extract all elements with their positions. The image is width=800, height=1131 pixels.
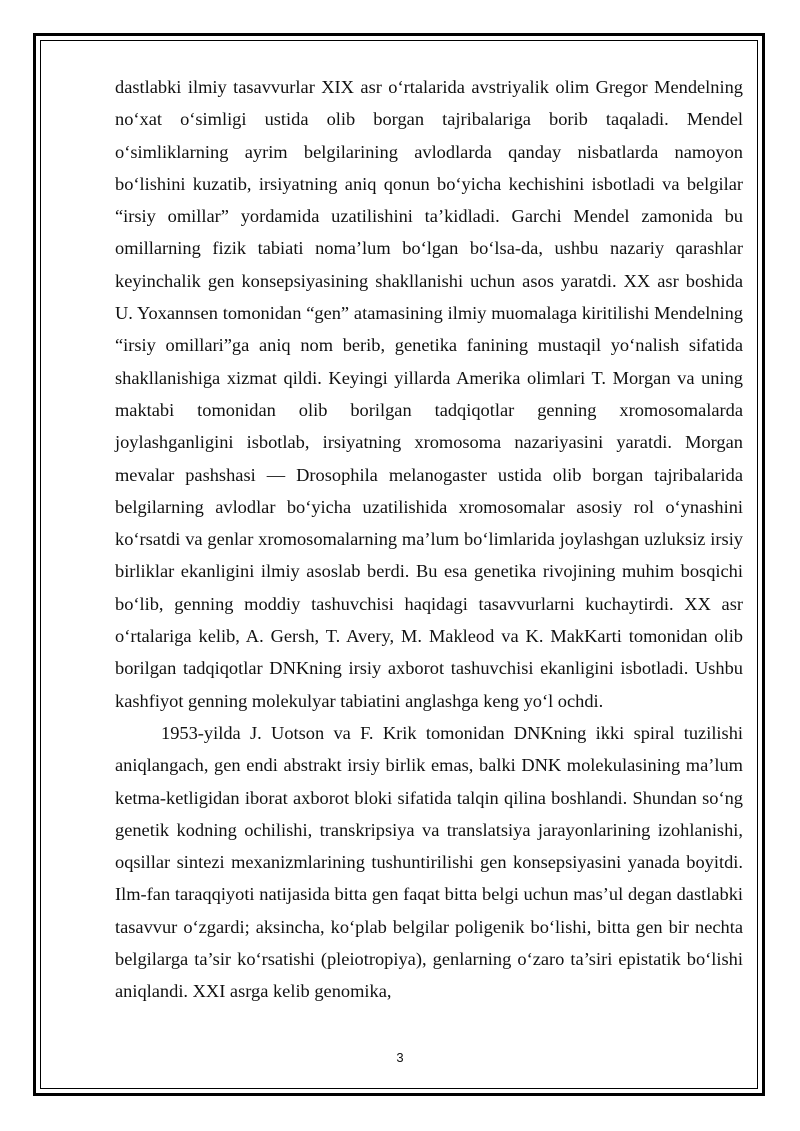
paragraph-2: 1953-yilda J. Uotson va F. Krik tomonidan DNKning ikki spiral tuzilishi aniqlangach, gen endi abstrakt irsiy birlik emas, balki DNK molekulasining ma’lum ketma-ketligidan iborat axborot bloki sifatida talqin qilina boshlandi. Shundan so‘ng genetik kodning ochilishi, transkripsiya va translatsiya jarayonlarining izohlanishi, oqsillar sintezi mexanizmlarining tushuntirilishi gen konsepsiyasini yanada boyitdi. Ilm-fan taraqqiyoti natijasida bitta gen faqat bitta belgi uchun mas’ul degan dastlabki tasavvur o‘zgardi; aksincha, ko‘plab belgilar poligenik bo‘lishi, bitta gen bir nechta belgilarga ta’sir ko‘rsatishi (pleiotropiya), genlarning o‘zaro ta’siri epistatik bo‘lishi aniqlandi. XXI asrga kelib genomika, [115, 722, 743, 1002]
paragraph-1: dastlabki ilmiy tasavvurlar XIX asr o‘rtalarida avstriyalik olim Gregor Mendelning no‘xat o‘simligi ustida olib borgan tajribalariga borib taqaladi. Mendel o‘simliklarning ayrim belgilarining avlodlarda qanday nisbatlarda namoyon bo‘lishini kuzatib, irsiyatning aniq qonun bo‘yicha kechishini isbotladi va belgilar “irsiy omillar” yordamida uzatilishini ta’kidladi. Garchi Mendel zamonida bu omillarning fizik tabiati noma’lum bo‘lgan bo‘lsa-da, ushbu nazariy qarashlar keyinchalik gen konsepsiyasining shakllanishi uchun asos yaratdi. XX asr boshida U. Yoxannsen tomonidan “gen” atamasining ilmiy muomalaga kiritilishi Mendelning “irsiy omillari”ga aniq nom berib, genetika fanining mustaqil yo‘nalish sifatida shakllanishiga xizmat qildi. Keyingi yillarda Amerika olimlari T. Morgan va uning maktabi tomonidan olib borilgan tadqiqotlar genning xromosomalarda joylashganligini isbotlab, irsiyatning xromosoma nazariyasini yaratdi. Morgan mevalar pashshasi — Drosophila melanogaster ustida olib borgan tajribalarida belgilarning avlodlar bo‘yicha uzatilishida xromosomalar asosiy rol o‘ynashini ko‘rsatdi va genlar xromosomalarning ma’lum bo‘limlarida joylashgan uzluksiz irsiy birliklar ekanligini ilmiy asoslab berdi. Bu esa genetika rivojining muhim bosqichi bo‘lib, genning moddiy tashuvchisi haqidagi tasavvurlarni kuchaytirdi. XX asr o‘rtalariga kelib, A. Gersh, T. Avery, M. Makleod va K. MakKarti tomonidan olib borilgan tadqiqotlar DNKning irsiy axborot tashuvchisi ekanligini isbotladi. Ushbu kashfiyot genning molekulyar tabiatini anglashga keng yo‘l ochdi. [115, 77, 743, 711]
page-number: 3 [396, 1050, 404, 1065]
document-body [115, 71, 743, 1008]
